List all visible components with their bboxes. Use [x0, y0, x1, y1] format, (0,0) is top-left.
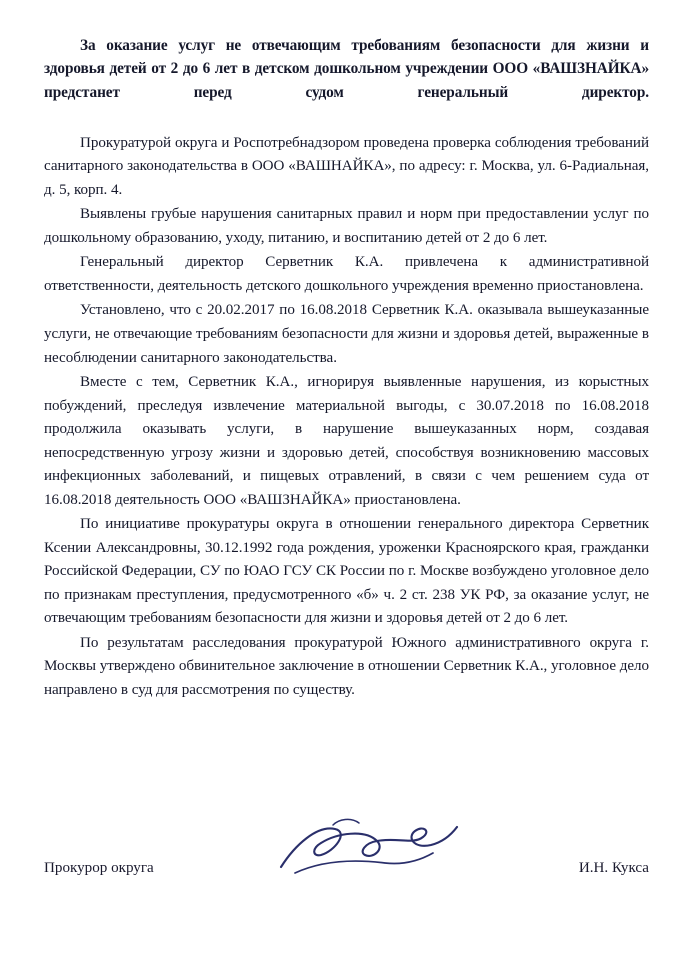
paragraph-6: По инициативе прокуратуры округа в отношении генерального директора Серветник Ксении Александровны, 30.12.1992 года рождения, уроженки Красноярского края, гражданки Российской Федерации, СУ по ЮАО ГСУ СК России по г. Москве возбуждено уголовное дело по признакам преступления, предусмотренного «б» ч. 2 ст. 238 УК РФ, за оказание услуг, не отвечающим требованиям безопасности для жизни и здоровья детей от 2 до 6 лет.: [44, 516, 649, 627]
paragraph-5: Вместе с тем, Серветник К.А., игнорируя выявленные нарушения, из корыстных побуждений, преследуя извлечение материальной выгоды, с 30.07.2018 по 16.08.2018 продолжила оказывать услуги, в нарушение вышеуказанных норм, создавая непосредственную угрозу жизни и здоровью детей, способствуя возникновению массовых инфекционных заболеваний, и пищевых отравлений, в связи с чем решением суда от 16.08.2018 деятельность ООО «ВАШЗНАЙКА» приостановлена.: [44, 374, 649, 508]
paragraph-7: По результатам расследования прокуратурой Южного административного округа г. Москвы утверждено обвинительное заключение в отношении Серветник К.А., уголовное дело направлено в суд для рассмотрения по существу.: [44, 634, 649, 698]
signature-block: [44, 817, 649, 879]
document-body: [44, 132, 649, 703]
document-title: За оказание услуг не отвечающим требованиям безопасности для жизни и здоровья детей от 2 до 6 лет в детском дошкольном учреждении ООО «ВАШЗНАЙКА» предстанет перед судом генеральный директор.: [44, 37, 649, 101]
paragraph-3: Генеральный директор Серветник К.А. привлечена к административной ответственности, деятельность детского дошкольного учреждения временно приостановлена.: [44, 254, 649, 294]
signature-mark: [154, 817, 579, 879]
paragraph-4: Установлено, что с 20.02.2017 по 16.08.2018 Серветник К.А. оказывала вышеуказанные услуги, не отвечающие требованиям безопасности для жизни и здоровья детей, выраженные в несоблюдении санитарного законодательства.: [44, 302, 649, 366]
paragraph-1: Прокуратурой округа и Роспотребнадзором проведена проверка соблюдения требований санитарного законодательства в ООО «ВАШНАЙКА», по адресу: г. Москва, ул. 6-Радиальная, д. 5, корп. 4.: [44, 134, 649, 198]
signatory-role: Прокурор округа: [44, 860, 154, 876]
paragraph-2: Выявлены грубые нарушения санитарных правил и норм при предоставлении услуг по дошкольному образованию, уходу, питанию, и воспитанию детей от 2 до 6 лет.: [44, 206, 649, 246]
handwritten-signature-icon: [273, 815, 463, 885]
signatory-name: И.Н. Кукса: [578, 860, 649, 876]
